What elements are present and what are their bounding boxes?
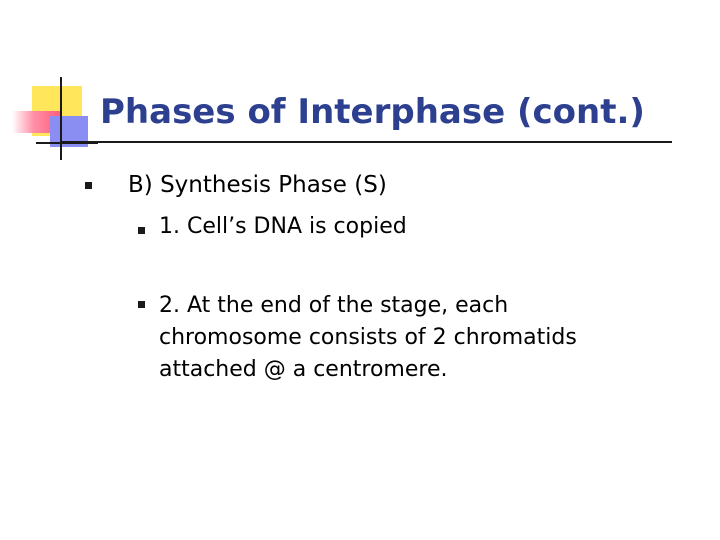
title-underline — [60, 141, 672, 143]
slide-title: Phases of Interphase (cont.) — [100, 92, 645, 132]
bullet-square-icon — [138, 301, 145, 308]
logo-vertical-line — [60, 77, 62, 160]
bullet-square-icon — [138, 227, 145, 234]
bullet-synthesis-phase: B) Synthesis Phase (S) — [128, 172, 387, 198]
bullet-square-icon — [85, 182, 92, 189]
subbullet-chromatids: 2. At the end of the stage, each chromosome consists of 2 chromatids attached @ a centromere. — [159, 293, 577, 382]
subbullet-dna-copied: 1. Cell’s DNA is copied — [159, 214, 407, 239]
